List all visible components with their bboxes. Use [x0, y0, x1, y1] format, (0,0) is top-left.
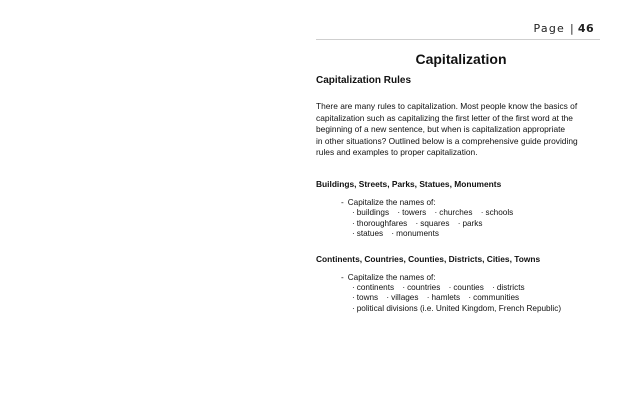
bullet-dot: · [480, 207, 484, 217]
bullet-dot: · [352, 293, 355, 303]
bullet-dot: · [402, 282, 406, 292]
instruction-line [341, 198, 606, 208]
bullet-list [352, 283, 606, 315]
bullet-dot: · [352, 282, 355, 292]
bullet-dot: · [434, 207, 438, 217]
list-item: · buildings [352, 207, 390, 217]
bullet-dot: · [352, 303, 355, 313]
list-item: · villages [386, 293, 419, 303]
instruction-text: Capitalize the names of: [347, 272, 436, 282]
page-title: Capitalization [415, 51, 507, 67]
bullet-dot: · [352, 218, 355, 228]
section-heading-continents: Continents, Countries, Counties, Districts, Cities, Towns [316, 253, 541, 264]
list-item: · hamlets [426, 293, 461, 303]
bullet-line [352, 293, 606, 304]
page-label: Page [533, 22, 565, 35]
section-heading-buildings: Buildings, Streets, Parks, Statues, Monuments [316, 178, 502, 189]
bullet-line [352, 208, 606, 219]
header-divider [316, 39, 600, 40]
page-separator: | [569, 22, 575, 35]
dash-marker: - [341, 272, 344, 282]
page-header [534, 22, 594, 35]
list-item: · counties [448, 282, 484, 292]
list-item: · monuments [391, 229, 439, 239]
intro-paragraph: There are many rules to capitalization. Most people know the basics of capitalization such as capitalizing the first letter of the first word at the beginning of a new sentence, but when is capitalization appropriate in other situations? Outlined below is a comprehensive guide providing rules and examples to proper capitalization. [316, 101, 578, 158]
page-number: 46 [577, 22, 594, 35]
list-item: · squares [415, 218, 450, 228]
bullet-dot: · [352, 207, 355, 217]
bullet-dot: · [397, 207, 401, 217]
document-body [316, 51, 606, 315]
bullet-dot: · [457, 218, 461, 228]
bullet-dot: · [448, 282, 452, 292]
dash-marker: - [341, 197, 344, 207]
list-item: · churches [434, 207, 473, 217]
list-item: · towers [397, 207, 427, 217]
list-item: · continents [352, 282, 395, 292]
list-item: · districts [492, 282, 525, 292]
list-item: · schools [480, 207, 514, 217]
section-subtitle: Capitalization Rules [316, 75, 412, 86]
bullet-dot: · [492, 282, 495, 292]
bullet-line [352, 229, 606, 240]
list-item: · countries [402, 282, 441, 292]
instruction-text: Capitalize the names of: [347, 197, 436, 207]
list-item: · communities [468, 293, 520, 303]
list-item: · parks [457, 218, 483, 228]
bullet-dot: · [386, 293, 390, 303]
bullet-line [352, 283, 606, 294]
list-item: · thoroughfares [352, 218, 408, 228]
list-item: · statues [352, 229, 384, 239]
bullet-list [352, 208, 606, 240]
instruction-line [341, 273, 606, 283]
bullet-dot: · [391, 229, 395, 239]
list-item: · political divisions (i.e. United Kingdom, French Republic) [352, 303, 562, 313]
bullet-line [352, 219, 606, 230]
bullet-dot: · [426, 293, 430, 303]
bullet-dot: · [468, 293, 472, 303]
list-item: · towns [352, 293, 379, 303]
bullet-line [352, 304, 606, 315]
bullet-dot: · [352, 229, 355, 239]
bullet-dot: · [415, 218, 419, 228]
